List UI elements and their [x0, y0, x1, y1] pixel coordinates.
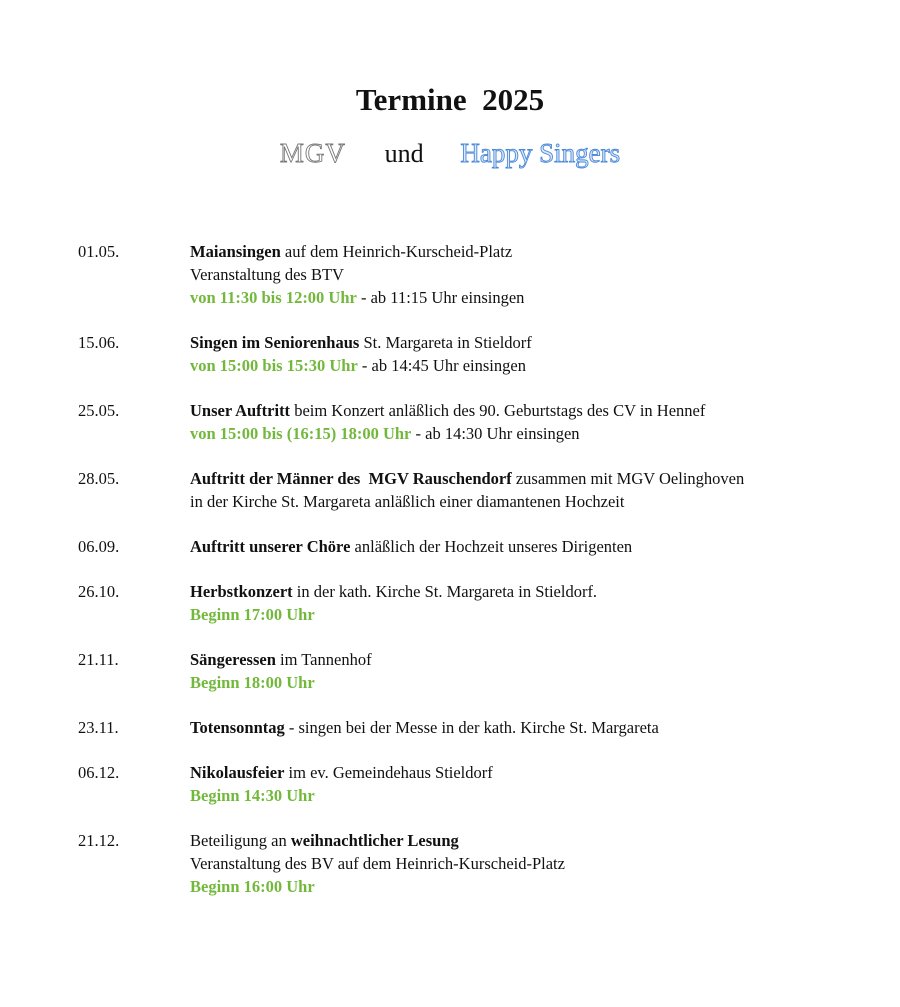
event-details — [190, 716, 870, 739]
event-line — [190, 603, 870, 626]
event-details — [190, 829, 870, 898]
event-text: Veranstaltung des BTV — [190, 265, 344, 284]
event-date: 26.10. — [78, 582, 120, 601]
event-details — [190, 535, 870, 558]
event-item — [0, 331, 900, 377]
event-item — [0, 535, 900, 558]
event-text: beim Konzert anläßlich des 90. Geburtstags des CV in Hennef — [290, 401, 706, 420]
page-title: Termine 2025 — [355, 82, 545, 117]
event-line — [190, 784, 870, 807]
event-list — [0, 240, 900, 920]
event-date: 06.12. — [78, 763, 120, 782]
event-item — [0, 648, 900, 694]
event-text: zusammen mit MGV Oelinghoven — [511, 469, 745, 488]
event-title: Maiansingen — [190, 242, 281, 261]
event-line — [190, 829, 870, 852]
event-item — [0, 716, 900, 739]
subtitle-happy-singers: Happy Singers — [460, 138, 621, 168]
subtitle-and: und — [384, 139, 424, 168]
event-title: Nikolausfeier — [190, 763, 285, 782]
event-line — [190, 875, 870, 898]
event-text: - ab 14:30 Uhr einsingen — [411, 424, 580, 443]
event-line — [190, 399, 870, 422]
event-item — [0, 240, 900, 309]
event-line — [190, 240, 870, 263]
event-line — [190, 580, 870, 603]
event-date: 28.05. — [78, 469, 120, 488]
event-time: Beginn 14:30 Uhr — [190, 786, 315, 805]
event-details — [190, 580, 870, 626]
event-line — [190, 467, 870, 490]
event-title: weihnachtlicher Lesung — [290, 831, 459, 850]
event-time: von 15:00 bis 15:30 Uhr — [190, 356, 358, 375]
event-text: - singen bei der Messe in der kath. Kirche St. Margareta — [284, 718, 659, 737]
event-text: in der Kirche St. Margareta anläßlich einer diamantenen Hochzeit — [190, 492, 625, 511]
event-date: 15.06. — [78, 333, 120, 352]
subtitle-mgv: MGV — [279, 138, 346, 168]
event-title: Unser Auftritt — [190, 401, 291, 420]
event-line — [190, 422, 870, 445]
event-item — [0, 467, 900, 513]
event-line — [190, 852, 870, 875]
event-item — [0, 580, 900, 626]
event-date: 25.05. — [78, 401, 120, 420]
event-title: Sängeressen — [190, 650, 276, 669]
event-item — [0, 761, 900, 807]
event-text: auf dem Heinrich-Kurscheid-Platz — [280, 242, 513, 261]
event-time: Beginn 16:00 Uhr — [190, 877, 315, 896]
event-text: im ev. Gemeindehaus Stieldorf — [284, 763, 493, 782]
event-title: Singen im Seniorenhaus — [190, 333, 360, 352]
event-text: Veranstaltung des BV auf dem Heinrich-Kurscheid-Platz — [190, 854, 565, 873]
event-item — [0, 829, 900, 898]
event-line — [190, 263, 870, 286]
event-line — [190, 716, 870, 739]
event-title: Auftritt der Männer des MGV Rauschendorf — [190, 469, 512, 488]
event-details — [190, 761, 870, 807]
event-line — [190, 354, 870, 377]
event-line — [190, 490, 870, 513]
page-subtitle — [0, 136, 900, 171]
event-details — [190, 648, 870, 694]
event-title: Auftritt unserer Chöre — [190, 537, 351, 556]
event-time: von 11:30 bis 12:00 Uhr — [190, 288, 357, 307]
event-line — [190, 648, 870, 671]
event-date: 21.11. — [78, 650, 119, 669]
event-text: Beteiligung an — [190, 831, 291, 850]
event-time: Beginn 17:00 Uhr — [190, 605, 315, 624]
event-item — [0, 399, 900, 445]
event-date: 06.09. — [78, 537, 120, 556]
event-line — [190, 535, 870, 558]
event-line — [190, 331, 870, 354]
event-text: - ab 14:45 Uhr einsingen — [357, 356, 526, 375]
event-text: im Tannenhof — [275, 650, 372, 669]
event-details — [190, 240, 870, 309]
event-time: Beginn 18:00 Uhr — [190, 673, 315, 692]
event-text: St. Margareta in Stieldorf — [359, 333, 532, 352]
event-details — [190, 399, 870, 445]
event-title: Herbstkonzert — [190, 582, 293, 601]
event-details — [190, 467, 870, 513]
event-text: in der kath. Kirche St. Margareta in Stieldorf. — [292, 582, 598, 601]
event-line — [190, 286, 870, 309]
event-time: von 15:00 bis (16:15) 18:00 Uhr — [190, 424, 412, 443]
event-title: Totensonntag — [190, 718, 285, 737]
event-line — [190, 671, 870, 694]
event-text: - ab 11:15 Uhr einsingen — [356, 288, 525, 307]
event-line — [190, 761, 870, 784]
event-details — [190, 331, 870, 377]
event-date: 23.11. — [78, 718, 119, 737]
event-date: 01.05. — [78, 242, 120, 261]
event-date: 21.12. — [78, 831, 120, 850]
event-text: anläßlich der Hochzeit unseres Dirigenten — [350, 537, 633, 556]
